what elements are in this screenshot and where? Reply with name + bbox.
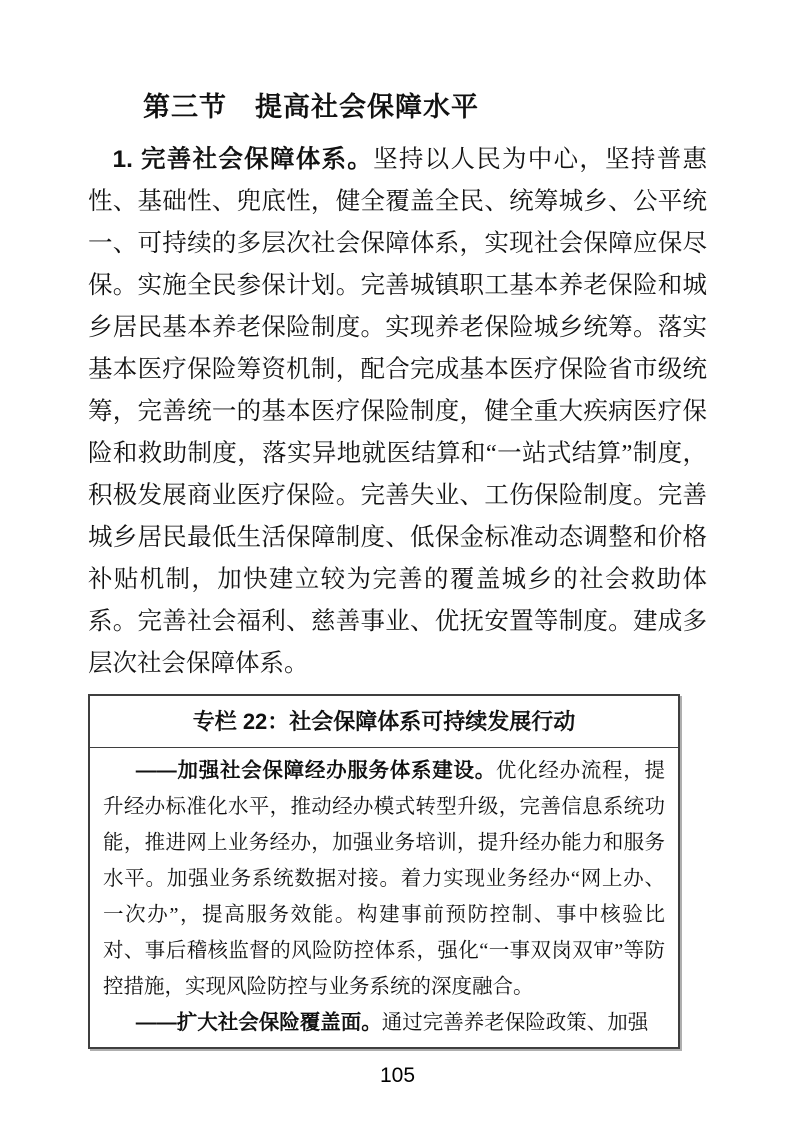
column-box-item-text: 通过完善养老保险政策、加强	[381, 1012, 649, 1034]
paragraph-lead-bold: 1. 完善社会保障体系。	[112, 146, 374, 173]
column-box-item-lead-bold: ——扩大社会保险覆盖面。	[135, 1011, 382, 1034]
column-box-item-text: 优化经办流程，提升经办标准化水平，推动经办模式转型升级，完善信息系统功能，推进网上业务经办，加强业务培训，提升经办能力和服务水平。加强业务系统数据对接。着力实现业务经办“网上办、一次办”，提高服务效能。构建事前预防控制、事中核验比对、事后稽核监督的风险防控体系，强化“一事双岗双审”等防控措施，实现风险防控与业务系统的深度融合。	[103, 760, 666, 998]
column-box-body	[90, 748, 678, 1047]
column-box-item	[103, 753, 665, 1005]
body-paragraph	[88, 139, 707, 685]
column-box-title: 专栏 22：社会保障体系可持续发展行动	[90, 696, 678, 748]
paragraph-text: 坚持以人民为中心，坚持普惠性、基础性、兜底性，健全覆盖全民、统筹城乡、公平统一、可持续的多层次社会保障体系，实现社会保障应保尽保。实施全民参保计划。完善城镇职工基本养老保险和城乡居民基本养老保险制度。实现养老保险城乡统筹。落实基本医疗保险筹资机制，配合完成基本医疗保险省市级统筹，完善统一的基本医疗保险制度，健全重大疾病医疗保险和救助制度，落实异地就医结算和“一站式结算”制度，积极发展商业医疗保险。完善失业、工伤保险制度。完善城乡居民最低生活保障制度、低保金标准动态调整和价格补贴机制，加快建立较为完善的覆盖城乡的社会救助体系。完善社会福利、慈善事业、优抚安置等制度。建成多层次社会保障体系。	[88, 146, 708, 677]
column-box	[88, 694, 680, 1049]
column-box-item	[103, 1005, 665, 1041]
column-box-item-lead-bold: ——加强社会保障经办服务体系建设。	[135, 759, 496, 782]
page-number: 105	[379, 1064, 416, 1087]
page-footer	[88, 1064, 707, 1088]
section-heading: 第三节 提高社会保障水平	[143, 92, 479, 122]
